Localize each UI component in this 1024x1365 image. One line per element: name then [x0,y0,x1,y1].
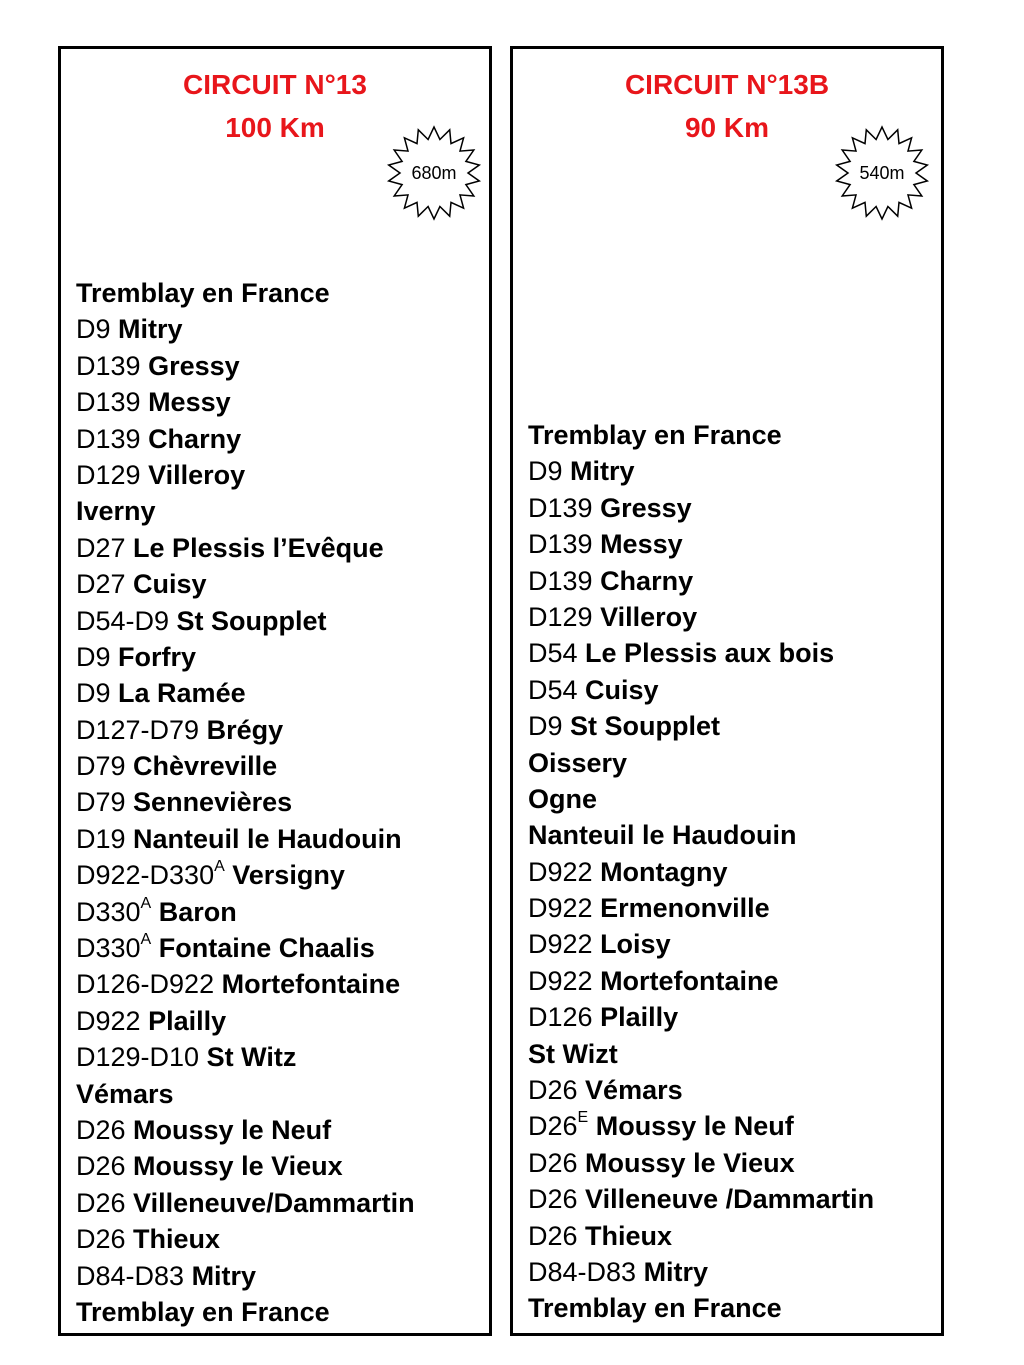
circuit-distance: 100 Km [225,112,325,143]
place-name: Ogne [528,783,598,814]
place-name: Nanteuil le Haudouin [528,820,797,851]
place-name: Mitry [191,1260,257,1291]
road-number: D922 [528,893,601,924]
road-number: D26 [76,1114,134,1145]
route-step [76,639,485,675]
road-number: D9 [76,641,119,672]
route-step [76,1294,485,1330]
place-name: Moussy le Neuf [133,1114,332,1145]
route-step [528,417,937,453]
place-name: Tremblay en France [76,1296,330,1327]
road-number: D54-D9 [76,605,177,636]
road-number: D26 [76,1151,134,1182]
place-name: Mitry [570,456,635,487]
place-name: Chèvreville [133,751,278,782]
route-step [76,457,485,493]
route-step [76,894,485,930]
route-step [76,1039,485,1075]
route-step [528,1145,937,1181]
circuit-13-panel [58,46,492,1336]
place-name: Tremblay en France [528,420,782,450]
road-number: D922 [528,929,601,960]
place-name: Oissery [528,747,628,778]
place-name: Cuisy [133,569,207,600]
route-step [528,672,937,708]
place-name: Plailly [600,1002,679,1033]
route-step [76,1185,485,1221]
road-number: D9 [528,711,571,742]
route-step [528,563,937,599]
place-name: Plailly [148,1005,227,1036]
place-name: Moussy le Vieux [133,1151,343,1182]
place-name: Fontaine Chaalis [151,933,375,964]
road-number: D9 [528,456,571,487]
place-name: Montagny [600,856,728,887]
route-step [528,1181,937,1217]
road-number: D139 [76,423,149,454]
route-step [76,1148,485,1184]
place-name: Cuisy [585,674,659,705]
route-step [528,1072,937,1108]
road-number: D84-D83 [528,1256,644,1287]
road-number: D139 [76,387,149,418]
place-name: Tremblay en France [528,1293,782,1324]
route-step [76,421,485,457]
place-name: Mortefontaine [600,965,779,996]
road-number: D330 [76,933,141,964]
road-number: D54 [528,638,586,669]
road-number: D26 [528,1111,578,1142]
route-step [76,857,485,893]
route-list [528,417,937,1327]
place-name: Nanteuil le Haudouin [133,823,402,854]
road-number: D79 [76,751,134,782]
route-step [528,781,937,817]
place-name: La Ramée [118,678,246,709]
place-name: Messy [148,387,231,418]
road-number: D922 [528,965,601,996]
place-name: Gressy [148,350,240,381]
elevation-label: 540m [859,163,905,183]
road-suffix: A [140,931,152,949]
circuit-13b-panel [510,46,944,1336]
route-step [76,530,485,566]
road-number: D26 [76,1224,134,1255]
route-step [528,1218,937,1254]
route-step [528,490,937,526]
road-number: D330 [76,896,141,927]
place-name: Thieux [585,1220,673,1251]
route-step [528,1036,937,1072]
route-step [76,748,485,784]
place-name: Gressy [600,492,692,523]
route-step [76,1221,485,1257]
route-step [528,1254,937,1290]
road-number: D139 [76,350,149,381]
road-number: D26 [528,1220,586,1251]
place-name: St Wizt [528,1038,618,1069]
route-step [76,384,485,420]
road-number: D127-D79 [76,714,207,745]
route-step [76,1003,485,1039]
route-step [528,745,937,781]
route-step [528,453,937,489]
place-name: Brégy [206,714,284,745]
route-step [528,854,937,890]
road-suffix: E [577,1109,589,1127]
route-step [528,1290,937,1326]
place-name: Vémars [76,1078,174,1109]
route-step [76,275,485,311]
place-name: Baron [151,896,237,927]
place-name: Moussy le Vieux [585,1147,795,1178]
place-name: Forfry [118,641,197,672]
route-step [76,1112,485,1148]
place-name: Villeneuve/Dammartin [133,1187,415,1218]
route-step [528,890,937,926]
road-number: D139 [528,529,601,560]
route-step [76,493,485,529]
route-step [528,926,937,962]
route-step [76,784,485,820]
road-number: D126-D922 [76,969,222,1000]
road-number: D922-D330 [76,860,215,891]
place-name: St Witz [206,1042,297,1073]
route-step [76,821,485,857]
place-name: Le Plessis l’Evêque [133,532,384,563]
elevation-badge [834,125,930,221]
place-name: Tremblay en France [76,278,330,308]
route-step [76,966,485,1002]
route-step [528,817,937,853]
route-step [528,526,937,562]
elevation-badge [386,125,482,221]
place-name: Messy [600,529,683,560]
route-step [76,930,485,966]
route-step [76,1076,485,1112]
road-number: D26 [528,1147,586,1178]
road-number: D27 [76,569,134,600]
road-number: D26 [528,1075,586,1106]
route-step [76,311,485,347]
road-number: D26 [76,1187,134,1218]
place-name: Vémars [585,1075,683,1106]
place-name: Versigny [224,860,345,891]
road-number: D26 [528,1184,586,1215]
circuit-name: CIRCUIT N°13B [624,69,830,100]
road-number: D922 [528,856,601,887]
circuit-distance: 90 Km [684,112,770,143]
road-number: D79 [76,787,134,818]
road-number: D129 [528,601,601,632]
place-name: Villeneuve /Dammartin [585,1184,875,1215]
route-step [76,712,485,748]
place-name: Thieux [133,1224,221,1255]
place-name: St Soupplet [176,605,327,636]
place-name: Mortefontaine [221,969,401,1000]
place-name: Charny [148,423,242,454]
road-number: D84-D83 [76,1260,192,1291]
place-name: Charny [600,565,694,596]
route-step [76,566,485,602]
place-name: Ermenonville [600,893,770,924]
place-name: Mitry [118,314,183,345]
place-name: Le Plessis aux bois [585,638,835,669]
route-list [76,275,485,1330]
place-name: Mitry [643,1256,709,1287]
route-step [76,1258,485,1294]
route-step [76,675,485,711]
road-number: D129 [76,459,149,490]
road-number: D139 [528,492,601,523]
route-step [76,348,485,384]
road-number: D27 [76,532,134,563]
route-step [528,963,937,999]
road-number: D126 [528,1002,601,1033]
route-step [528,635,937,671]
route-step [528,708,937,744]
place-name: Villeroy [600,601,698,632]
place-name: Loisy [600,929,671,960]
elevation-label: 680m [411,163,457,183]
road-suffix: A [140,894,152,912]
place-name: St Soupplet [570,711,721,742]
circuit-name: CIRCUIT N°13 [183,69,367,100]
road-number: D54 [528,674,586,705]
road-number: D9 [76,678,119,709]
place-name: Iverny [76,496,156,527]
road-number: D139 [528,565,601,596]
place-name: Sennevières [133,787,293,818]
route-step [528,599,937,635]
road-suffix: A [214,858,225,876]
route-step [528,999,937,1035]
route-step [76,603,485,639]
road-number: D922 [76,1005,149,1036]
road-number: D9 [76,314,119,345]
place-name: Villeroy [148,459,246,490]
place-name: Moussy le Neuf [588,1111,794,1142]
road-number: D19 [76,823,134,854]
road-number: D129-D10 [76,1042,207,1073]
route-step [528,1108,937,1144]
